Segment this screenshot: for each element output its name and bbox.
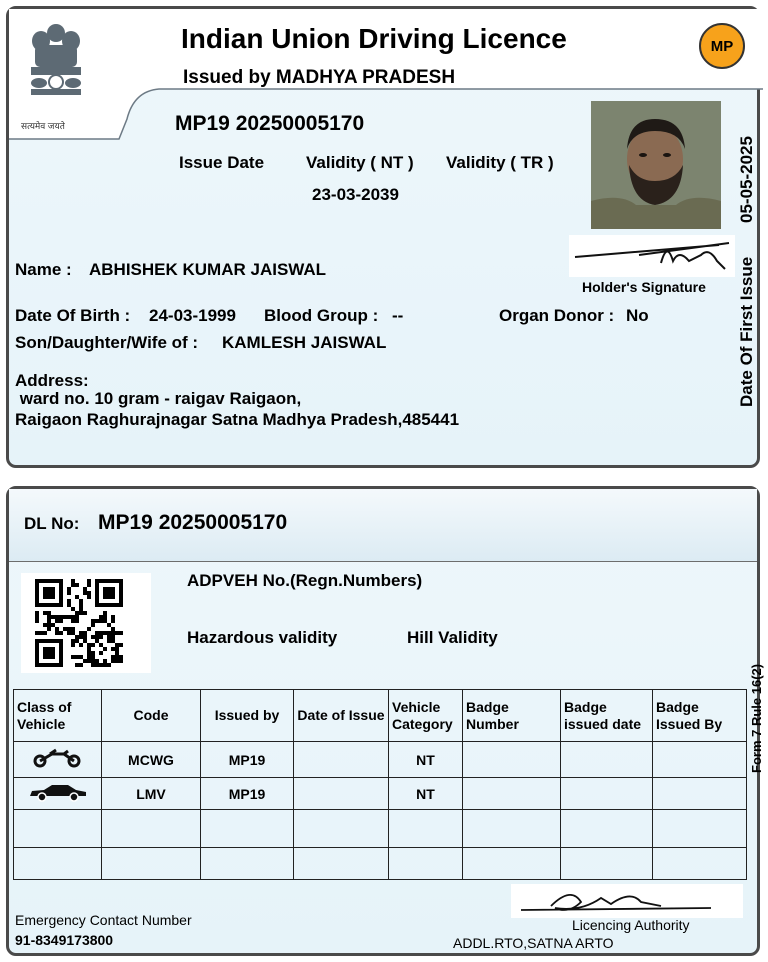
- row-category: NT: [389, 778, 463, 810]
- empty-cell: [463, 848, 561, 880]
- col-vehicle-category: Vehicle Category: [389, 690, 463, 742]
- empty-cell: [14, 810, 102, 848]
- back-dl-number: MP19 20250005170: [98, 511, 288, 534]
- qr-code: [21, 573, 151, 673]
- name-label: Name :: [15, 260, 72, 279]
- relation-value: KAMLESH JAISWAL: [222, 333, 387, 352]
- table-row: [14, 810, 747, 848]
- licence-front-card: [6, 6, 760, 468]
- row-badge-number: [463, 742, 561, 778]
- table-row: [14, 848, 747, 880]
- holder-signature-image: [569, 235, 735, 277]
- row-code: MCWG: [102, 742, 201, 778]
- dob-value: 24-03-1999: [149, 306, 236, 325]
- empty-cell: [389, 848, 463, 880]
- row-badge-date: [561, 778, 653, 810]
- empty-cell: [201, 848, 294, 880]
- name-value: ABHISHEK KUMAR JAISWAL: [89, 260, 327, 279]
- empty-cell: [102, 848, 201, 880]
- row-badge-by: [653, 778, 747, 810]
- validity-nt-value: 23-03-2039: [312, 185, 399, 204]
- validity-nt-label: Validity ( NT ): [306, 153, 414, 172]
- car-icon: [14, 778, 102, 810]
- authority-signature-image: [511, 884, 743, 918]
- address-line-1: ward no. 10 gram - raigav Raigaon,: [15, 389, 302, 408]
- blood-group-label: Blood Group :: [264, 306, 379, 325]
- row-date: [294, 742, 389, 778]
- blood-group-value: --: [392, 306, 404, 325]
- address-line-2: Raigaon Raghurajnagar Satna Madhya Pradesh,485441: [15, 410, 460, 429]
- empty-cell: [653, 810, 747, 848]
- col-issued-by: Issued by: [201, 690, 294, 742]
- row-badge-date: [561, 742, 653, 778]
- licencing-authority-label: Licencing Authority: [572, 917, 690, 933]
- row-date: [294, 778, 389, 810]
- empty-cell: [294, 810, 389, 848]
- empty-cell: [463, 810, 561, 848]
- organ-donor-value: No: [626, 306, 649, 325]
- empty-cell: [201, 810, 294, 848]
- row-badge-number: [463, 778, 561, 810]
- vehicle-class-table: [13, 689, 747, 880]
- adpveh-label: ADPVEH No.(Regn.Numbers): [187, 571, 423, 590]
- licence-back-card: [6, 486, 764, 956]
- hazardous-validity-label: Hazardous validity: [187, 628, 338, 647]
- col-code: Code: [102, 690, 201, 742]
- dl-number: MP19 20250005170: [175, 112, 365, 135]
- table-header-row: [14, 690, 747, 742]
- empty-cell: [389, 810, 463, 848]
- organ-donor-label: Organ Donor :: [499, 306, 615, 325]
- relation-label: Son/Daughter/Wife of :: [15, 333, 199, 352]
- emblem-motto: सत्यमेव जयते: [21, 121, 65, 131]
- row-category: NT: [389, 742, 463, 778]
- holder-photo: [591, 101, 721, 229]
- empty-cell: [102, 810, 201, 848]
- motorcycle-icon: [14, 742, 102, 778]
- empty-cell: [14, 848, 102, 880]
- empty-cell: [561, 810, 653, 848]
- dob-label: Date Of Birth :: [15, 306, 131, 325]
- issuing-state: Issued by MADHYA PRADESH: [183, 67, 456, 88]
- row-code: LMV: [102, 778, 201, 810]
- table-row: [14, 778, 747, 810]
- form-rule-label: Form 7 Rule 16(2): [749, 663, 764, 773]
- issue-date-label: Issue Date: [179, 153, 265, 172]
- emergency-contact-label: Emergency Contact Number: [15, 912, 192, 928]
- col-badge-number: Badge Number: [463, 690, 561, 742]
- row-issued-by: MP19: [201, 778, 294, 810]
- empty-cell: [561, 848, 653, 880]
- address-label: Address:: [15, 371, 89, 390]
- lion-capital-icon: [23, 19, 89, 135]
- card-title: Indian Union Driving Licence: [181, 23, 567, 54]
- emergency-contact-number: 91-8349173800: [15, 932, 114, 948]
- col-date-of-issue: Date of Issue: [294, 690, 389, 742]
- row-badge-by: [653, 742, 747, 778]
- col-badge-issued-date: Badge issued date: [561, 690, 653, 742]
- licencing-authority-value: ADDL.RTO,SATNA ARTO: [453, 935, 614, 951]
- dl-no-label: DL No:: [24, 514, 80, 533]
- state-badge: MP: [699, 23, 745, 69]
- first-issue-date: 05-05-2025: [737, 136, 756, 223]
- empty-cell: [294, 848, 389, 880]
- first-issue-label: Date Of First Issue: [737, 256, 756, 407]
- hill-validity-label: Hill Validity: [407, 628, 498, 647]
- empty-cell: [653, 848, 747, 880]
- row-issued-by: MP19: [201, 742, 294, 778]
- state-emblem: [23, 19, 89, 135]
- validity-tr-label: Validity ( TR ): [446, 153, 554, 172]
- table-row: [14, 742, 747, 778]
- col-class-of-vehicle: Class of Vehicle: [14, 690, 102, 742]
- holder-signature-label: Holder's Signature: [582, 279, 706, 295]
- col-badge-issued-by: Badge Issued By: [653, 690, 747, 742]
